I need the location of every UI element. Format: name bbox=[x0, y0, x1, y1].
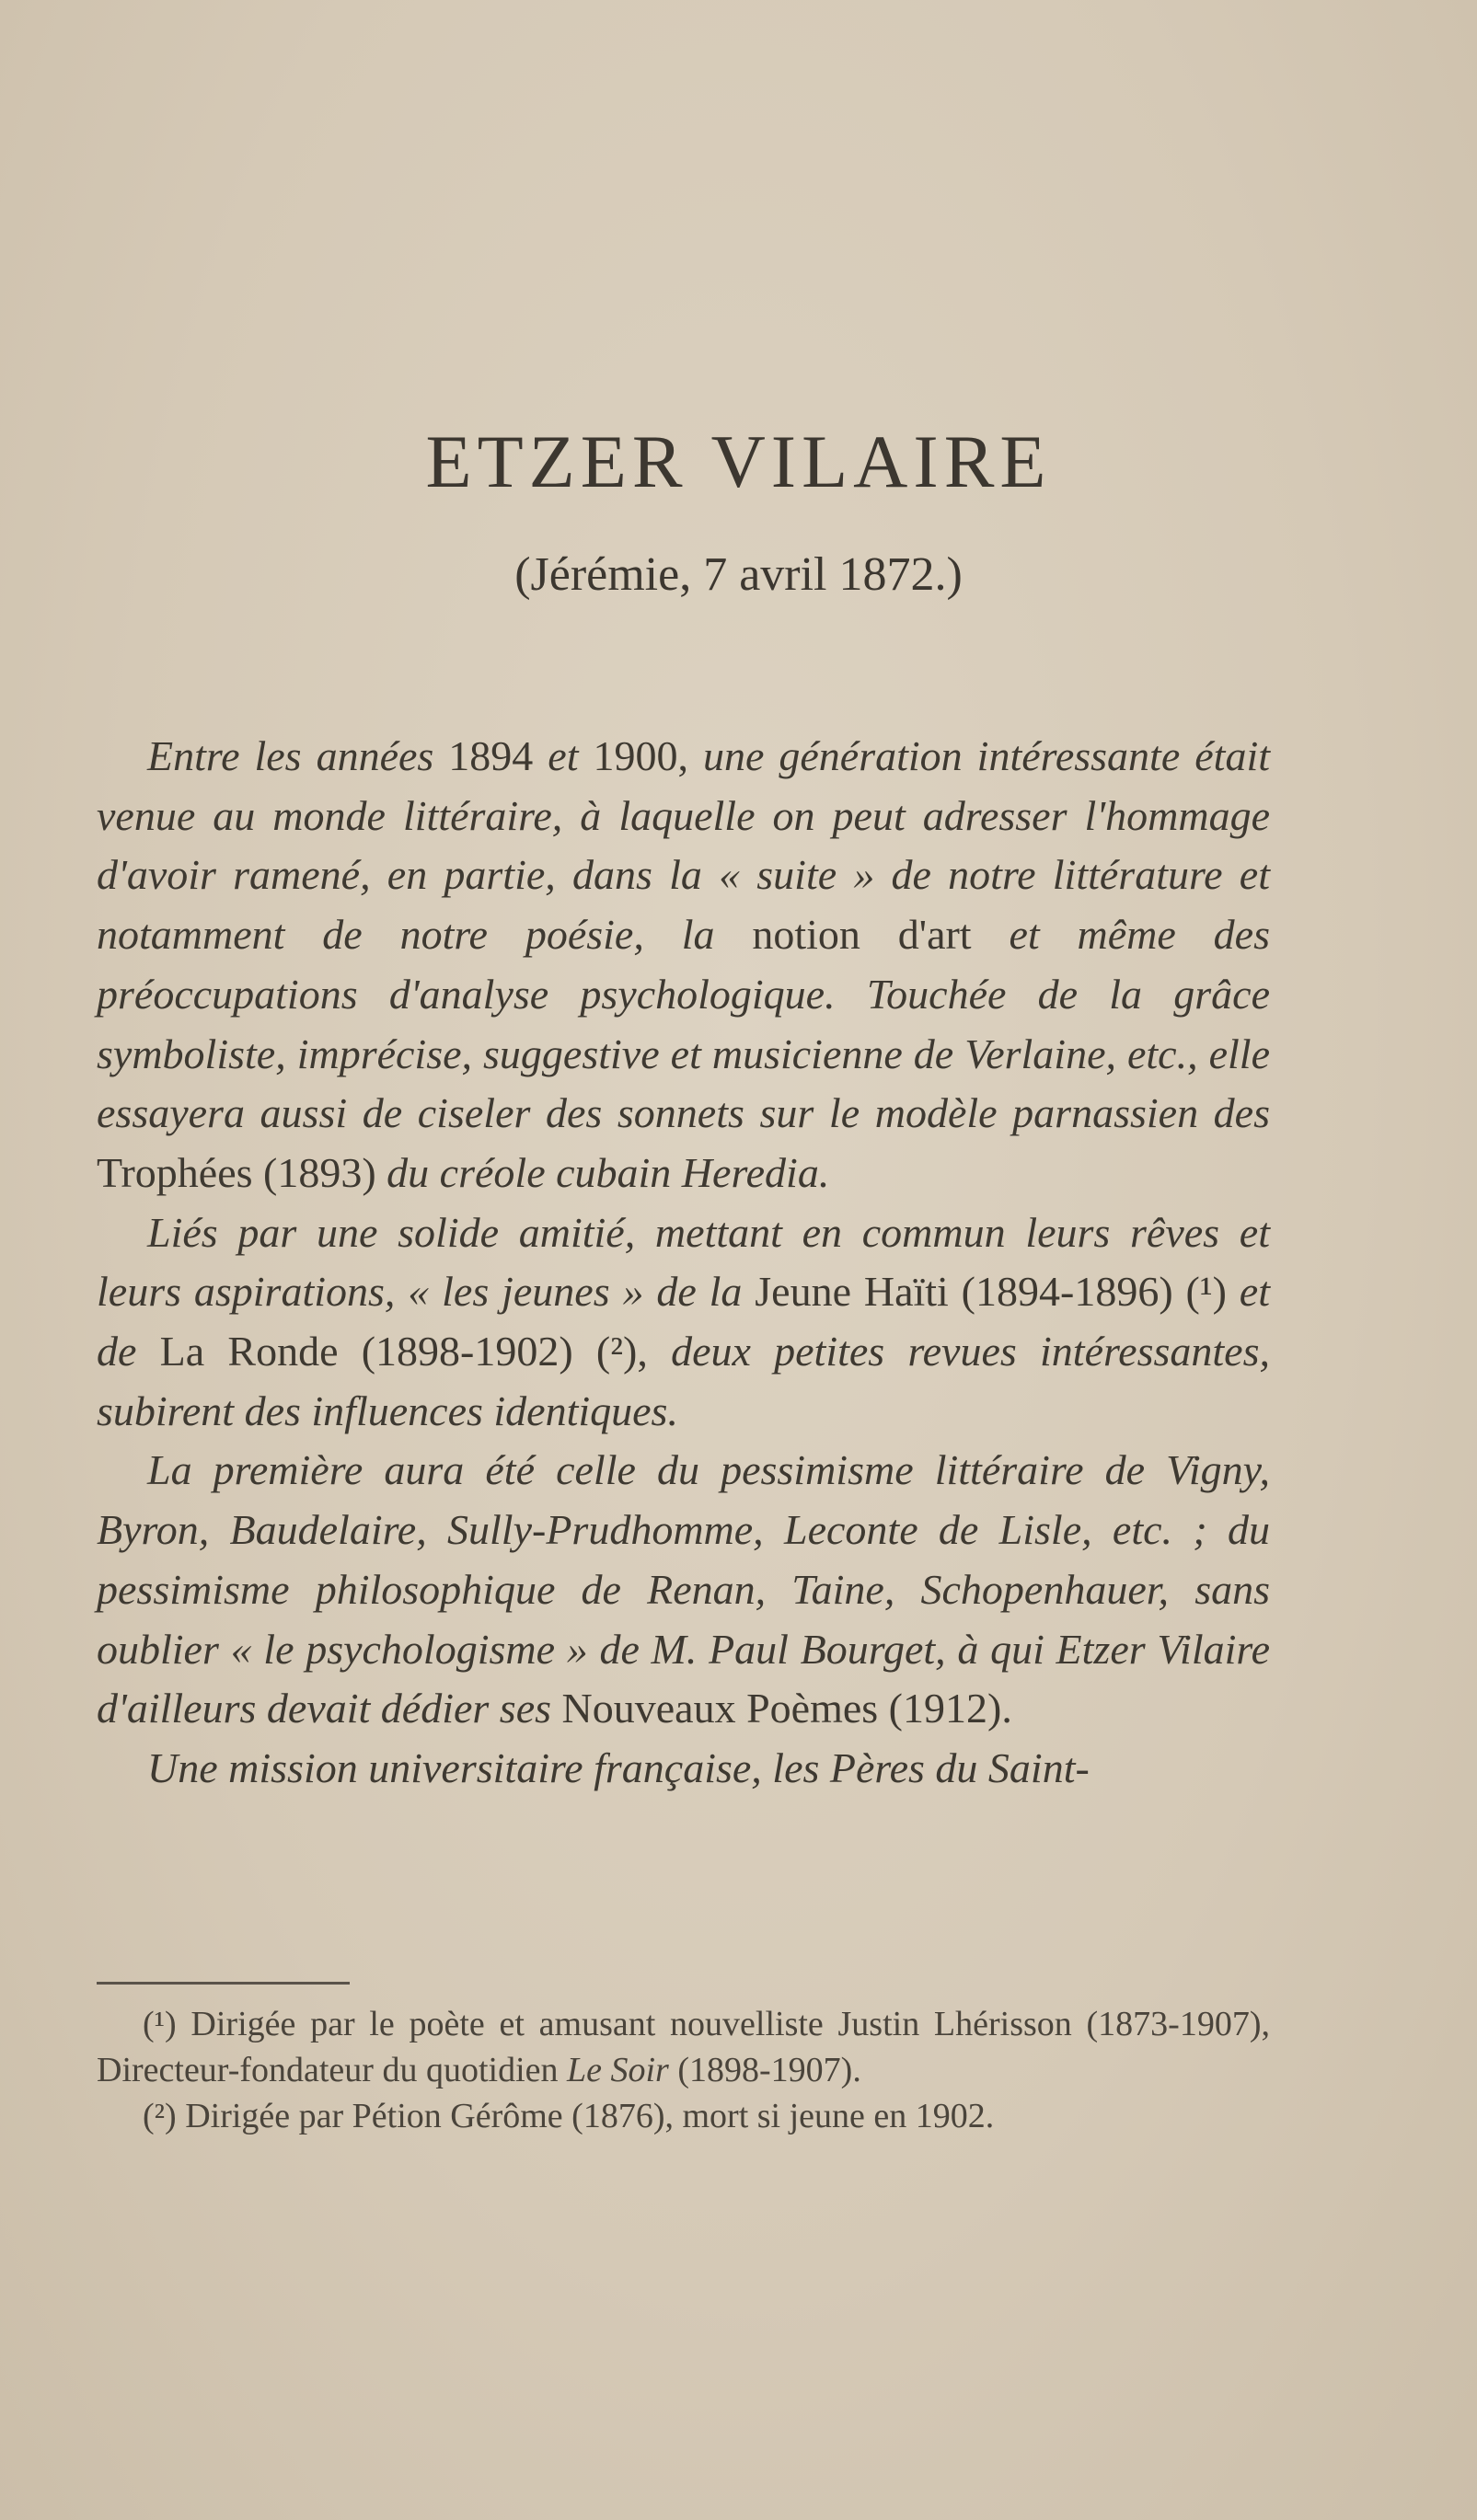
paragraph bbox=[97, 1203, 1270, 1442]
paragraph bbox=[97, 1441, 1270, 1739]
italic-run: Le Soir bbox=[567, 2051, 669, 2089]
paragraph bbox=[97, 727, 1270, 1203]
roman-run: (²) Dirigée par Pétion Gérôme (1876), mort si jeune en 1902. bbox=[143, 2097, 995, 2135]
italic-run: La première aura été celle du pessimisme littéraire de Vigny, Byron, Baudelaire, Sully-Prudhomme, Leconte de Lisle, etc. ; du pessimisme philosophique de Renan, Taine, Schopenhauer, sans oublier « le psychologisme » de M. Paul Bourget, à qui Etzer Vilaire d'ailleurs devait dédier ses bbox=[97, 1446, 1270, 1732]
paragraph bbox=[97, 1739, 1270, 1799]
footnotes bbox=[97, 2001, 1270, 2139]
italic-run: et de bbox=[97, 1268, 1270, 1375]
roman-run: Nouveaux Poèmes (1912). bbox=[561, 1685, 1012, 1732]
body-text bbox=[97, 727, 1270, 1799]
italic-run: et bbox=[533, 732, 594, 779]
roman-run: Trophées (1893) bbox=[97, 1148, 376, 1196]
roman-run: notion d'art bbox=[752, 911, 972, 959]
italic-run: deux petites revues intéressantes, subirent des influences identiques. bbox=[97, 1328, 1271, 1434]
roman-run: 1894 bbox=[448, 732, 534, 779]
roman-run: 1900, bbox=[593, 732, 688, 779]
roman-run: (1898-1907). bbox=[668, 2051, 861, 2089]
roman-run: Jeune Haïti (1894-1896) (¹) bbox=[755, 1268, 1227, 1316]
italic-run: et même des préoccupations d'analyse psychologique. Touchée de la grâce symboliste, imprécise, suggestive et musicienne de Verlaine, etc., elle essayera aussi de ciseler des sonnets sur le modèle parnassien des bbox=[97, 911, 1270, 1137]
roman-run: La Ronde (1898-1902) (²), bbox=[159, 1328, 648, 1375]
page-title: ETZER VILAIRE bbox=[425, 420, 1052, 503]
footnote-divider bbox=[97, 1982, 350, 1985]
italic-run: une génération intéressante était venue au monde littéraire, à laquelle on peut adresser l'hommage d'avoir ramené, en partie, dans la « suite » de notre littérature et notamment de notre poésie, la bbox=[97, 732, 1271, 959]
page-subtitle: (Jérémie, 7 avril 1872.) bbox=[514, 548, 963, 601]
italic-run: du créole cubain Heredia. bbox=[375, 1148, 830, 1196]
footnote bbox=[97, 2093, 1270, 2139]
italic-run: Une mission universitaire française, les Pères du Saint- bbox=[147, 1743, 1090, 1791]
italic-run: Liés par une solide amitié, mettant en commun leurs rêves et leurs aspirations, « les jeunes » de la bbox=[97, 1208, 1270, 1316]
italic-run: Entre les années bbox=[147, 732, 449, 779]
roman-run: (¹) Dirigée par le poète et amusant nouvelliste Justin Lhérisson (1873-1907), Directeur-fondateur du quotidien bbox=[97, 2005, 1270, 2089]
footnote bbox=[97, 2001, 1270, 2093]
